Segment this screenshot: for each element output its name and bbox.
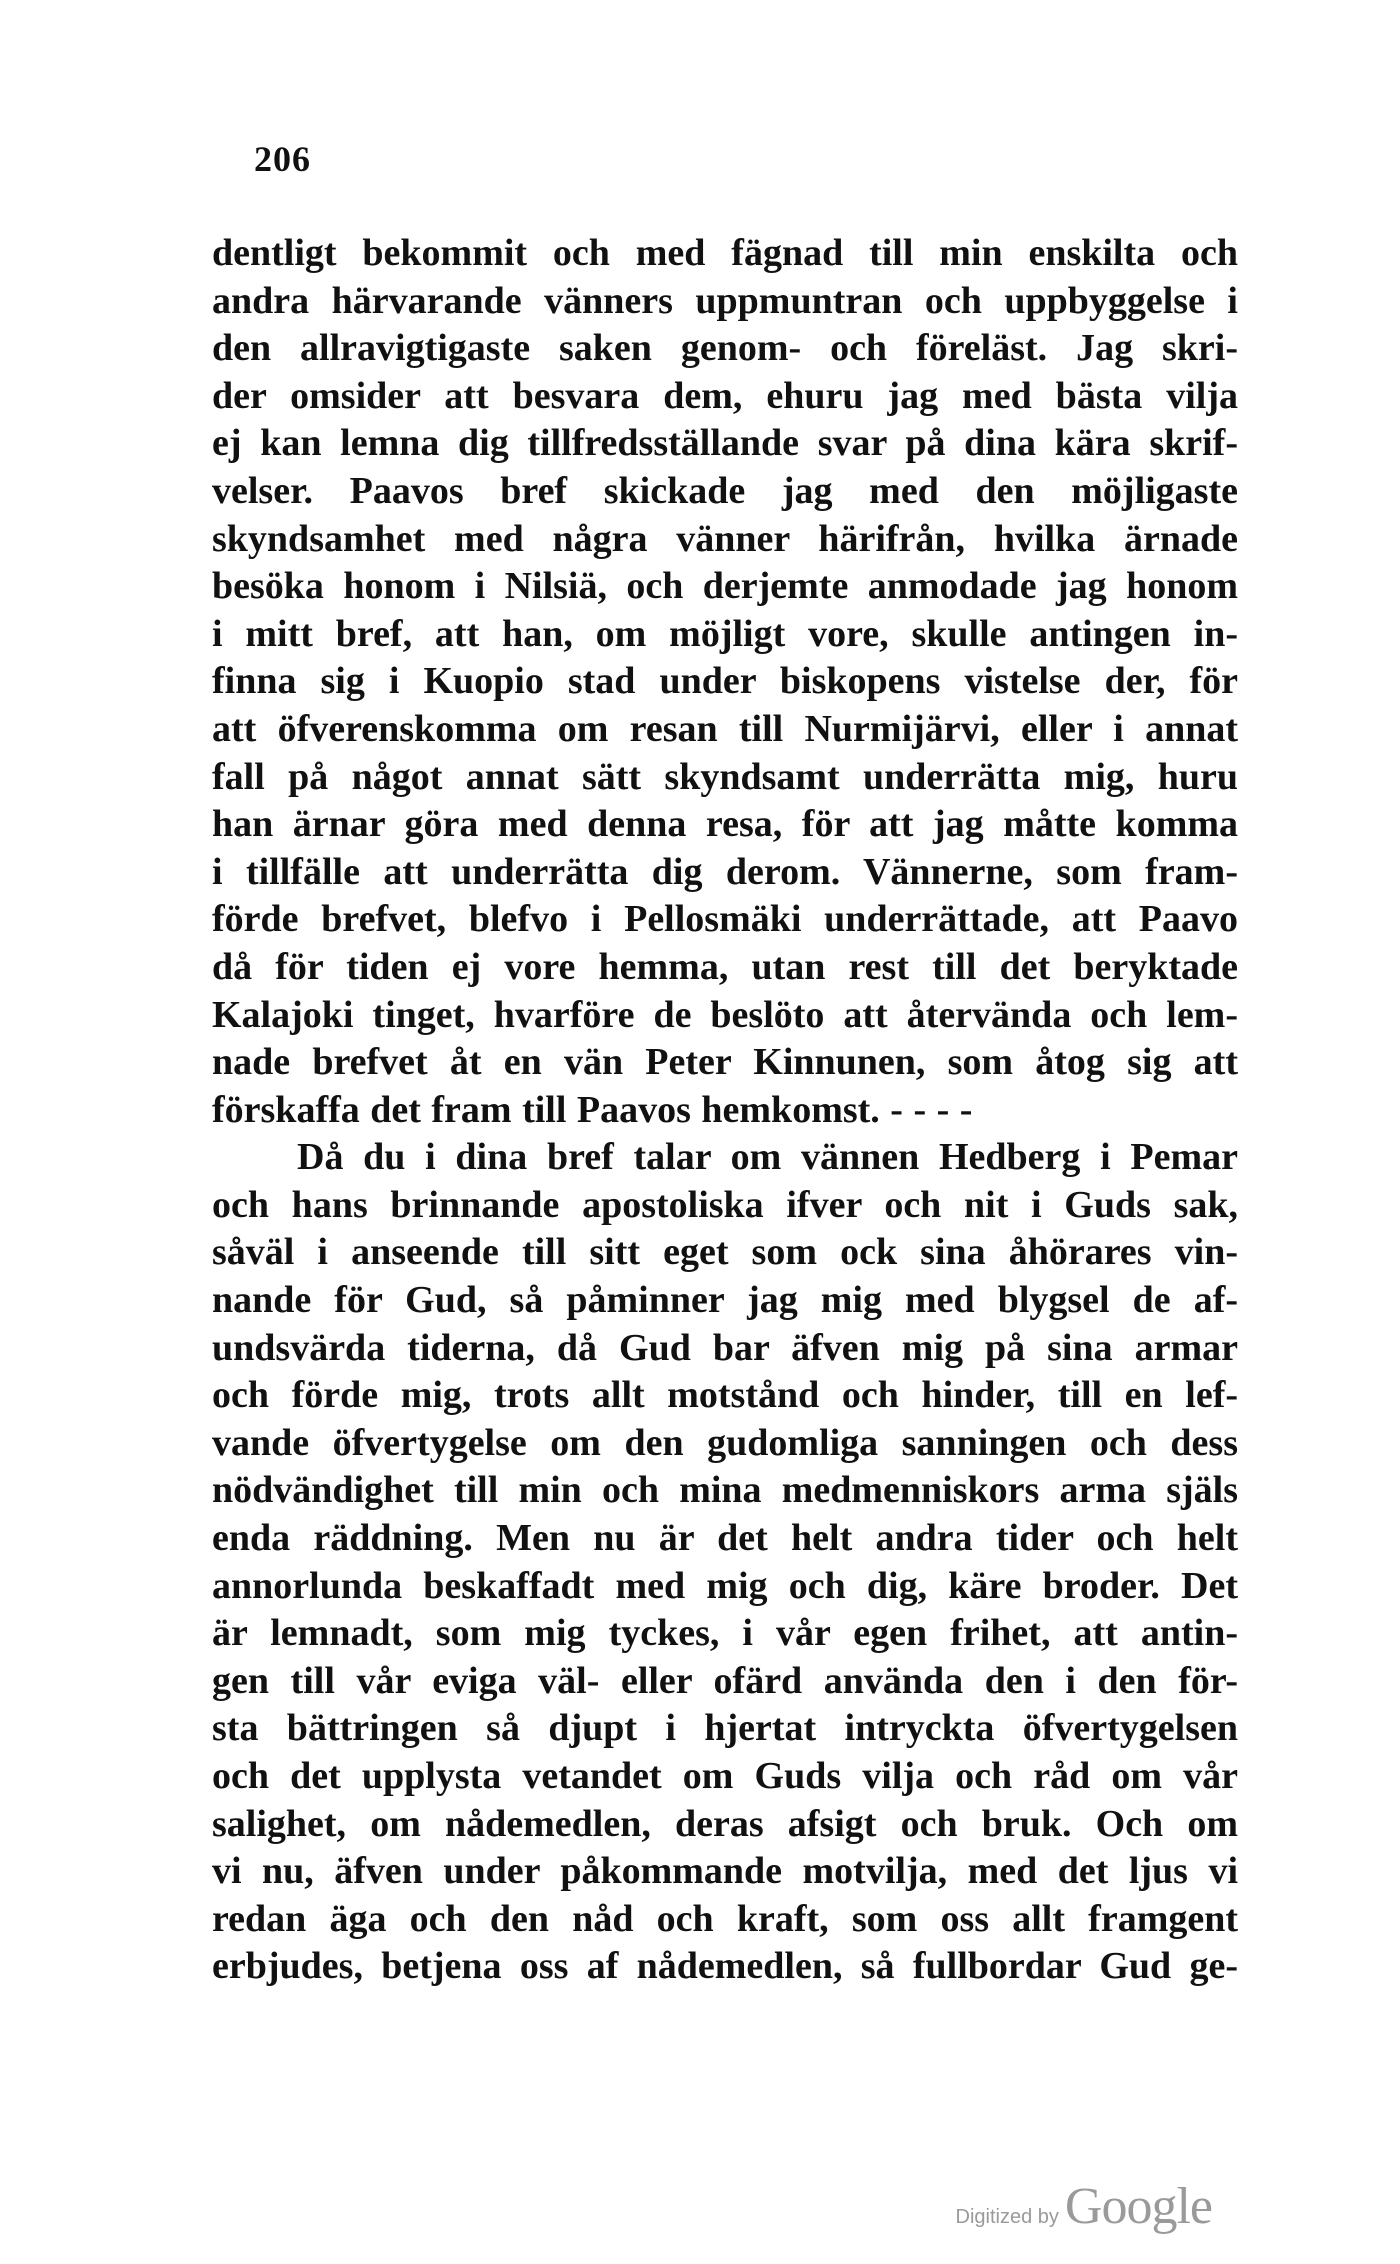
text-line: enda räddning. Men nu är det helt andra tider och helt: [212, 1517, 1238, 1560]
text-line: Kalajoki tinget, hvarföre de beslöto att återvända och lem-: [212, 993, 1238, 1036]
text-line: såväl i anseende till sitt eget som ock sina åhörares vin-: [212, 1231, 1238, 1274]
text-line: nande för Gud, så påminner jag mig med blygsel de af-: [212, 1279, 1238, 1322]
text-line: förde brefvet, blefvo i Pellosmäki underrättade, att Paavo: [212, 898, 1238, 941]
text-line: besöka honom i Nilsiä, och derjemte anmodade jag honom: [212, 565, 1238, 608]
text-line: velser. Paavos bref skickade jag med den möjligaste: [212, 469, 1238, 512]
text-line: vande öfvertygelse om den gudomliga sanningen och dess: [212, 1421, 1238, 1464]
text-line: gen till vår eviga väl- eller ofärd använda den i den för-: [212, 1659, 1238, 1702]
google-logo: Google: [1064, 2178, 1212, 2235]
text-line: andra härvarande vänners uppmuntran och uppbyggelse i: [212, 279, 1238, 322]
text-line: är lemnadt, som mig tyckes, i vår egen frihet, att antin-: [212, 1612, 1238, 1655]
text-line: ej kan lemna dig tillfredsställande svar på dina kära skrif-: [212, 422, 1238, 465]
text-line: skyndsamhet med några vänner härifrån, hvilka ärnade: [212, 517, 1238, 560]
text-line: annorlunda beskaffadt med mig och dig, käre broder. Det: [212, 1564, 1238, 1607]
text-line: den allravigtigaste saken genom- och föreläst. Jag skri-: [212, 327, 1238, 370]
text-line: i mitt bref, att han, om möjligt vore, skulle antingen in-: [212, 612, 1238, 655]
text-line: sta bättringen så djupt i hjertat intryckta öfvertygelsen: [212, 1707, 1238, 1750]
paragraph-start-line: Då du i dina bref talar om vännen Hedberg i Pemar: [297, 1136, 1238, 1179]
text-line: redan äga och den nåd och kraft, som oss allt framgent: [212, 1897, 1238, 1940]
text-line: och förde mig, trots allt motstånd och hinder, till en lef-: [212, 1374, 1238, 1417]
text-line: nödvändighet till min och mina medmenniskors arma själs: [212, 1469, 1238, 1512]
text-line: och hans brinnande apostoliska ifver och nit i Guds sak,: [212, 1183, 1238, 1226]
text-line: nade brefvet åt en vän Peter Kinnunen, som åtog sig att: [212, 1041, 1238, 1084]
text-line: dentligt bekommit och med fägnad till min enskilta och: [212, 232, 1238, 274]
text-line: att öfverenskomma om resan till Nurmijärvi, eller i annat: [212, 707, 1238, 750]
text-line: och det upplysta vetandet om Guds vilja och råd om vår: [212, 1755, 1238, 1797]
digitized-prefix: Digitized by: [955, 2206, 1059, 2228]
page-number: 206: [254, 139, 311, 179]
body-text: [212, 230, 1238, 1991]
digitized-by-google-stamp: [956, 2177, 1212, 2236]
paragraph-end-line: förskaffa det fram till Paavos hemkomst. - - - -: [212, 1088, 973, 1131]
text-line: erbjudes, betjena oss af nådemedlen, så fullbordar Gud ge-: [212, 1945, 1238, 1988]
text-line: då för tiden ej vore hemma, utan rest till det beryktade: [212, 945, 1238, 988]
text-line: undsvärda tiderna, då Gud bar äfven mig på sina armar: [212, 1326, 1238, 1369]
text-line: finna sig i Kuopio stad under biskopens vistelse der, för: [212, 660, 1238, 703]
text-line: fall på något annat sätt skyndsamt underrätta mig, huru: [212, 755, 1238, 798]
text-line: vi nu, äfven under påkommande motvilja, med det ljus vi: [212, 1850, 1238, 1893]
text-line: i tillfälle att underrätta dig derom. Vännerne, som fram-: [212, 850, 1238, 893]
text-line: han ärnar göra med denna resa, för att jag måtte komma: [212, 803, 1238, 846]
text-line: salighet, om nådemedlen, deras afsigt och bruk. Och om: [212, 1802, 1238, 1845]
text-line: der omsider att besvara dem, ehuru jag med bästa vilja: [212, 374, 1238, 417]
